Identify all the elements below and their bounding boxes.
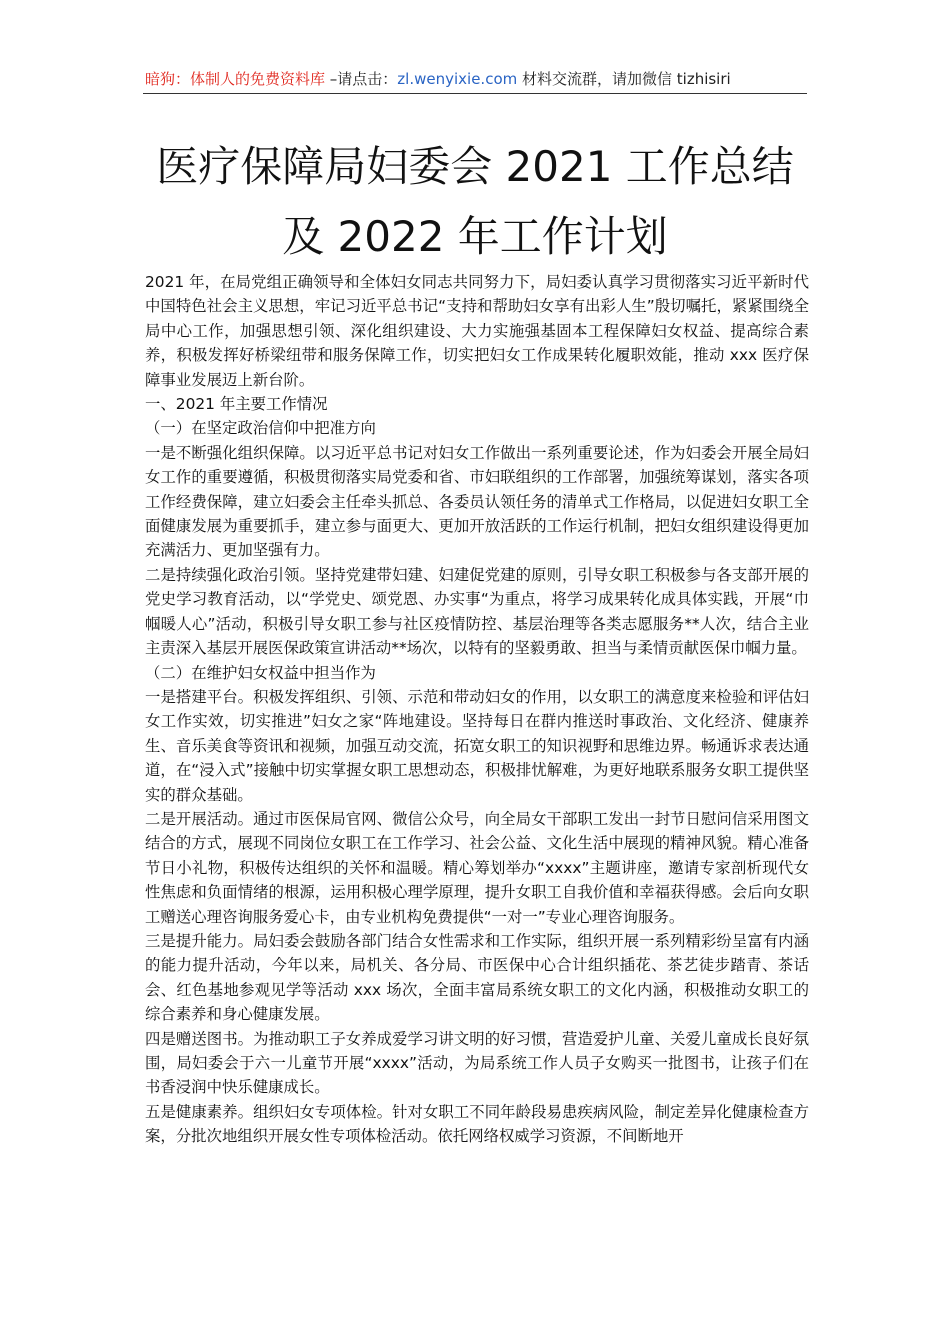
section-heading-1: 一、2021 年主要工作情况: [145, 395, 328, 414]
document-body: [145, 270, 809, 1149]
subsection-heading-1: （一）在坚定政治信仰中把准方向: [145, 419, 376, 438]
body-paragraph: 五是健康素养。组织妇女专项体检。针对女职工不同年龄段易患疾病风险，制定差异化健康检查方案，分批次地组织开展女性专项体检活动。依托网络权威学习资源，不间断地开: [145, 1102, 809, 1146]
header-divider: [143, 93, 807, 94]
page-header: [145, 68, 805, 90]
body-paragraph: 二是开展活动。通过市医保局官网、微信公众号，向全局女干部职工发出一封节日慰问信采用图文结合的方式，展现不同岗位女职工在工作学习、社会公益、文化生活中展现的精神风貌。精心准备节日小礼物，积极传达组织的关怀和温暖。精心筹划举办“xxxx”主题讲座，邀请专家剖析现代女性焦虑和负面情绪的根源，运用积极心理学原理，提升女职工自我价值和幸福获得感。会后向女职工赠送心理咨询服务爱心卡，由专业机构免费提供“一对一”专业心理咨询服务。: [145, 809, 809, 926]
intro-paragraph: 2021 年，在局党组正确领导和全体妇女同志共同努力下，局妇委认真学习贯彻落实习近平新时代中国特色社会主义思想，牢记习近平总书记“支持和帮助妇女享有出彩人生”殷切嘱托，紧紧围绕全局中心工作，加强思想引领、深化组织建设、大力实施强基固本工程保障妇女权益、提高综合素养，积极发挥好桥梁纽带和服务保障工作，切实把妇女工作成果转化履职效能，推动 xxx 医疗保障事业发展迈上新台阶。: [145, 273, 809, 389]
header-site-name: 暗狗：体制人的免费资料库: [145, 70, 326, 88]
body-paragraph: 一是搭建平台。积极发挥组织、引领、示范和带动妇女的作用，以女职工的满意度来检验和评估妇女工作实效，切实推进”妇女之家“阵地建设。坚持每日在群内推送时事政治、文化经济、健康养生、音乐美食等资讯和视频，加强互动交流，拓宽女职工的知识视野和思维边界。畅通诉求表达通道，在“浸入式”接触中切实掌握女职工思想动态，积极排忧解难，为更好地联系服务女职工提供坚实的群众基础。: [145, 687, 809, 804]
body-paragraph: 一是不断强化组织保障。以习近平总书记对妇女工作做出一系列重要论述，作为妇委会开展全局妇女工作的重要遵循，积极贯彻落实局党委和省、市妇联组织的工作部署，加强统筹谋划，落实各项工作经费保障，建立妇委会主任牵头抓总、各委员认领任务的清单式工作格局，以促进妇女职工全面健康发展为重要抓手，建立参与面更大、更加开放活跃的工作运行机制，把妇女组织建设得更加充满活力、更加坚强有力。: [145, 443, 809, 560]
body-paragraph: 三是提升能力。局妇委会鼓励各部门结合女性需求和工作实际，组织开展一系列精彩纷呈富有内涵的能力提升活动，今年以来，局机关、各分局、市医保中心合计组织插花、茶艺徒步踏青、茶话会、红色基地参观见学等活动 xxx 场次，全面丰富局系统女职工的文化内涵，积极推动女职工的综合素养和身心健康发展。: [145, 931, 809, 1024]
header-link[interactable]: zl.wenyixie.com: [397, 70, 518, 88]
title-line-1: 医疗保障局妇委会 2021 工作总结: [156, 142, 794, 191]
title-line-2: 及 2022 年工作计划: [282, 212, 668, 261]
document-title: [110, 132, 840, 272]
body-paragraph: 二是持续强化政治引领。坚持党建带妇建、妇建促党建的原则，引导女职工积极参与各支部开展的党史学习教育活动，以“学党史、颂党恩、办实事“为重点，将学习成果转化成具体实践，开展“巾帼暖人心”活动，积极引导女职工参与社区疫情防控、基层治理等各类志愿服务**人次，结合主业主责深入基层开展医保政策宣讲活动**场次，以特有的坚毅勇敢、担当与柔情贡献医保巾帼力量。: [145, 565, 809, 658]
header-click-prompt: –请点击：: [325, 70, 398, 88]
header-contact: 材料交流群，请加微信 tizhisiri: [517, 70, 731, 88]
subsection-heading-2: （二）在维护妇女权益中担当作为: [145, 663, 376, 682]
body-paragraph: 四是赠送图书。为推动职工子女养成爱学习讲文明的好习惯，营造爱护儿童、关爱儿童成长良好氛围，局妇委会于六一儿童节开展“xxxx”活动，为局系统工作人员子女购买一批图书，让孩子们在书香浸润中快乐健康成长。: [145, 1029, 809, 1097]
